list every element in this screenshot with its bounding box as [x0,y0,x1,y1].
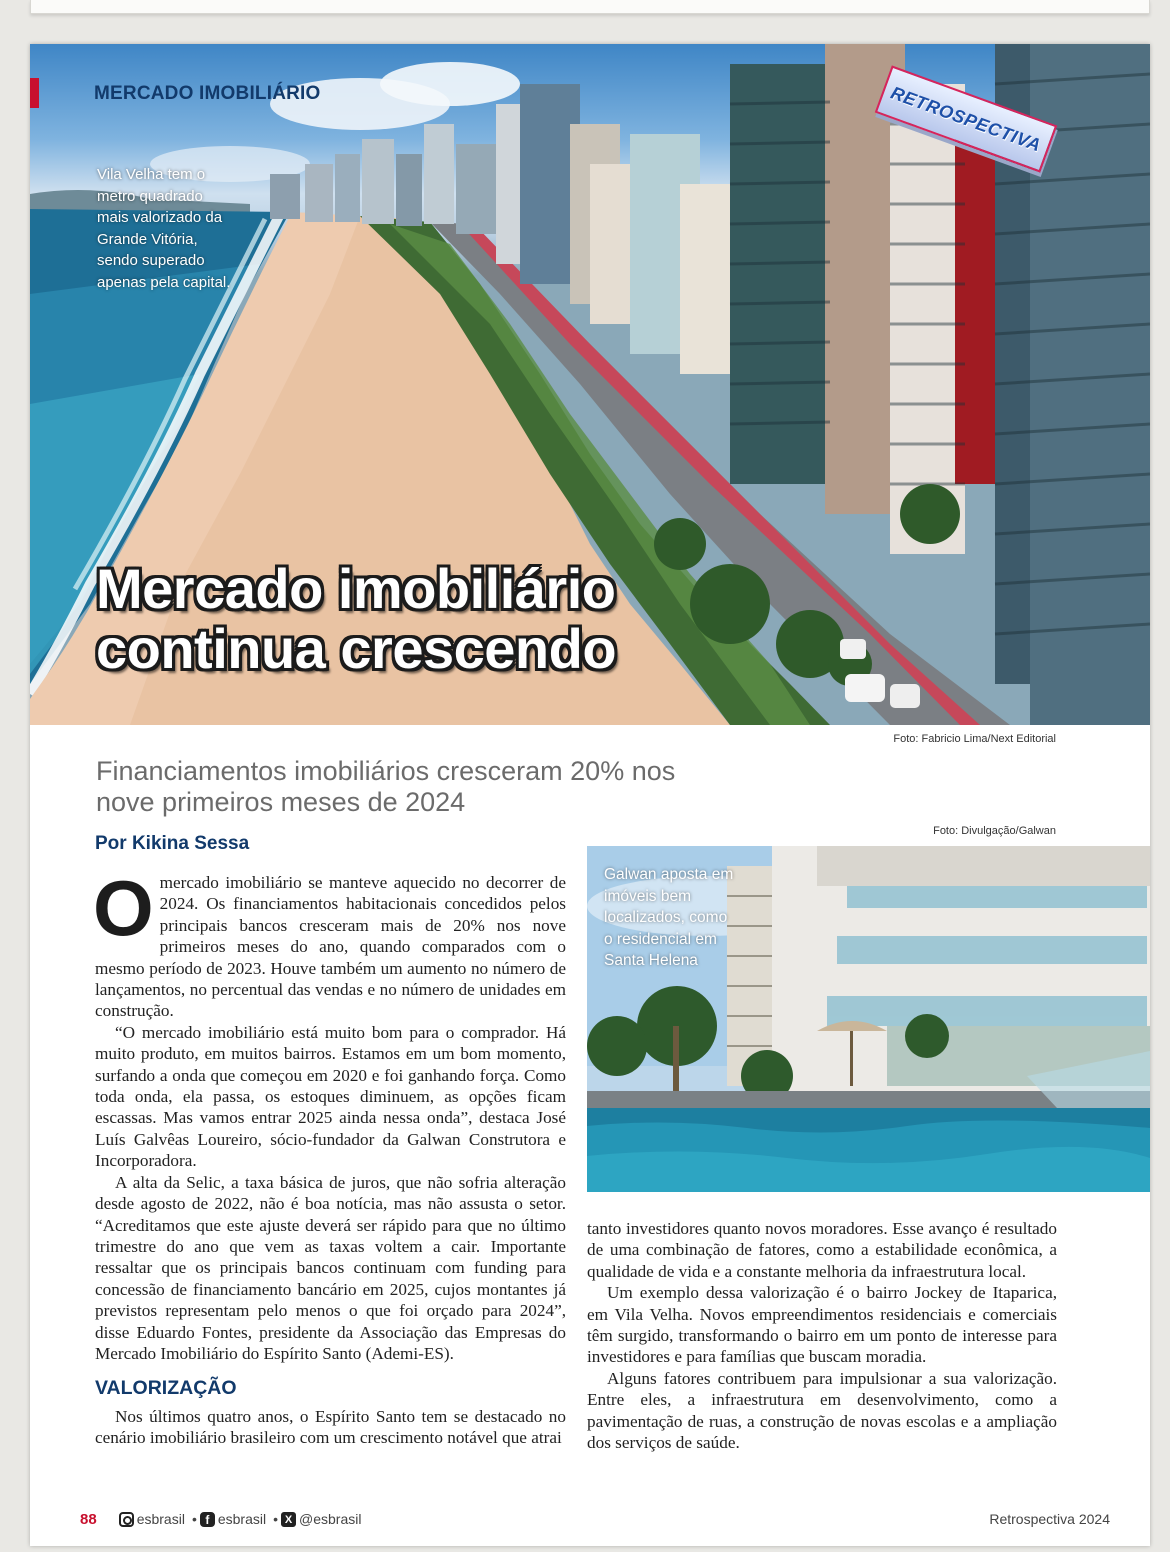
facebook-handle[interactable] [200,1511,266,1527]
instagram-handle[interactable] [119,1511,185,1527]
footer-separator: • [273,1511,278,1527]
magazine-page [30,44,1150,1546]
headline-line-2: continua crescendo [96,617,617,680]
paragraph-1 [93,864,566,1022]
hero-photo-caption: Vila Velha tem o metro quadrado mais valorizado da Grande Vitória, sendo superado apenas pela capital. [97,166,231,291]
facebook-handle-text: esbrasil [217,1511,267,1527]
x-handle[interactable] [281,1511,361,1527]
x-icon: X [281,1512,296,1527]
page-footer [80,1507,1110,1531]
paragraph-1-text: mercado imobiliário se manteve aquecido no decorrer de 2024. Os financiamentos habitacionais concedidos pelos principais bancos cresceram mais de 20% nos nove primeiros meses do ano, quando comparados com o mesmo período de 2023. Houve também um aumento no número de lançamentos, no percentual das vendas e no número de unidades em construção. [95,873,566,1021]
article-column-right [587,1218,1057,1453]
paragraph-4: Nos últimos quatro anos, o Espírito Santo tem se destacado no cenário imobiliário brasileiro com um crescimento notável que atrai [95,1406,566,1448]
instagram-handle-text: esbrasil [136,1511,185,1527]
footer-separator: • [191,1511,197,1527]
paragraph-3: A alta da Selic, a taxa básica de juros, que não sofria alteração desde agosto de 2022, não é boa notícia, mas não assusta o setor. “Acreditamos que este ajuste deverá ser rápido para que no último trimestre do ano que vem as taxas voltem a cair. Importante ressaltar que os principais bancos continuam com funding para concessão de financiamento bancário em 2025, cujos montantes já previstos representam pelo menos o que foi orçado para 2024”, disse Eduardo Fontes, presidente da Associação das Empresas do Mercado Imobiliário do Espírito Santo (Ademi-ES). [95,1172,566,1363]
byline: Por Kikina Sessa [95,833,250,854]
previous-page-edge [30,0,1150,14]
issue-title: Retrospectiva 2024 [989,1511,1110,1527]
section-subhead: VALORIZAÇÃO [95,1377,237,1400]
headline-line-1: Mercado imobiliário [96,557,616,620]
article-headline [96,559,736,679]
article-column-left [93,864,566,1449]
drop-cap: O [93,864,154,952]
hero-photo [30,44,1150,725]
paragraph-2: “O mercado imobiliário está muito bom para o comprador. Há muito produto, em muitos bairros. Estamos em um bom momento, surfando a onda que começou em 2020 e foi ganhando força. Como toda onda, ela passa, os estoques diminuem, as opções ficam escassas. Mas vamos entrar 2025 ainda nessa onda”, destaca José Luís Galvêas Loureiro, sócio-fundador da Galwan Construtora e Incorporadora. [95,1022,566,1171]
paragraph-5: tanto investidores quanto novos moradores. Esse avanço é resultado de uma combinação de fatores, como a estabilidade econômica, a qualidade de vida e a constante melhoria da infraestrutura local. [587,1219,1057,1281]
instagram-icon [119,1512,134,1527]
hero-photo-credit: Foto: Fabricio Lima/Next Editorial [893,733,1056,745]
paragraph-7: Alguns fatores contribuem para impulsionar a sua valorização. Entre eles, a infraestrutura em desenvolvimento, como a pavimentação de ruas, a construção de novas escolas e a ampliação dos serviços de saúde. [587,1368,1057,1453]
section-label: MERCADO IMOBILIÁRIO [94,83,321,104]
section-accent-bar [30,78,39,108]
x-handle-text: @esbrasil [299,1511,362,1527]
article-subtitle: Financiamentos imobiliários cresceram 20% nos nove primeiros meses de 2024 [96,756,676,817]
photo2-caption: Galwan aposta em imóveis bem localizados, como o residencial em Santa Helena [604,866,734,969]
photo2-credit: Foto: Divulgação/Galwan [933,825,1056,837]
page-number: 88 [80,1510,97,1528]
residential-pool-photo [587,846,1150,1192]
badge-label: RETROSPECTIVA [888,82,1044,155]
facebook-icon: f [200,1512,215,1527]
paragraph-6: Um exemplo dessa valorização é o bairro Jockey de Itaparica, em Vila Velha. Novos empreendimentos residenciais e comerciais têm surgido, transformando o bairro em um ponto de interesse para investidores e para famílias que buscam moradia. [587,1283,1057,1367]
